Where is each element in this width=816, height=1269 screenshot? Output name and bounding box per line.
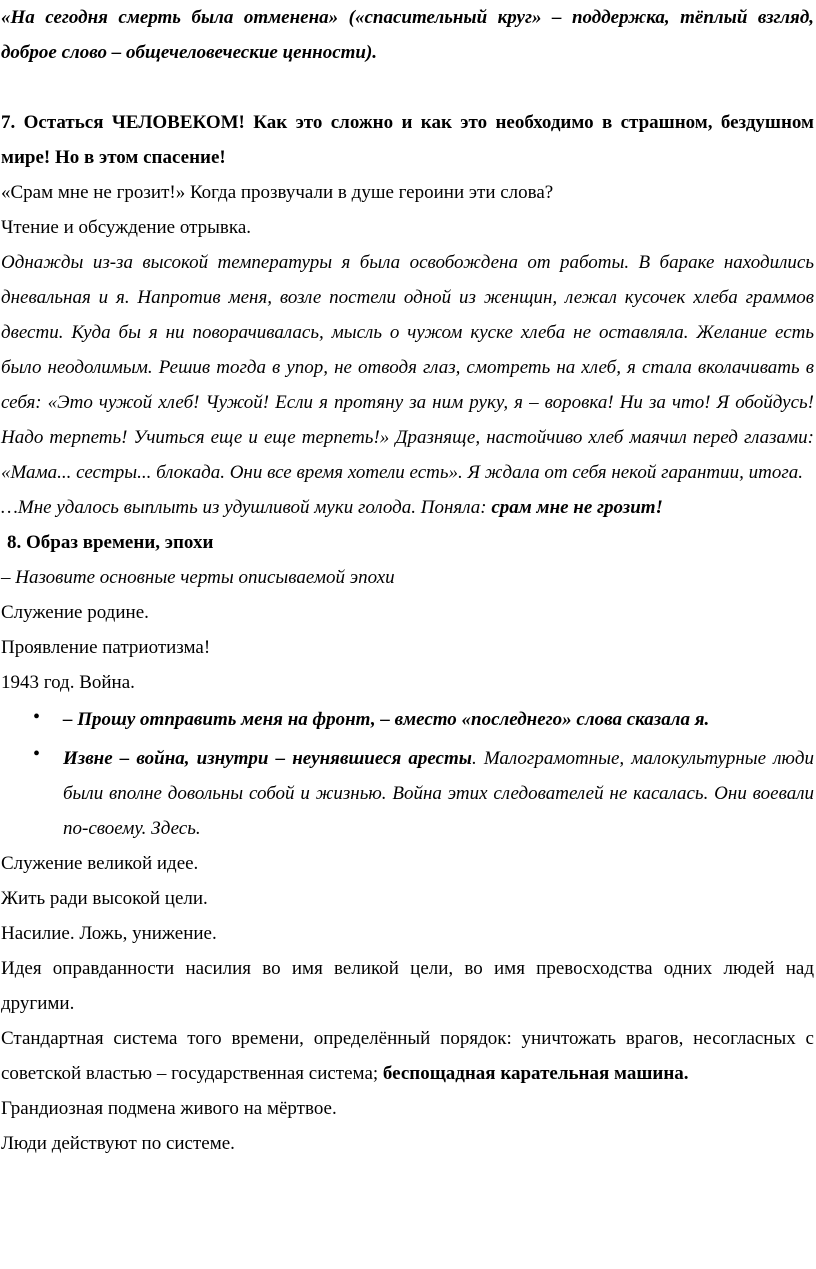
line-justification: Идея оправданности насилия во имя великой цели, во имя превосходства одних людей над другими. (1, 958, 814, 1014)
bullet-front: • – Прошу отправить меня на фронт, – вместо «последнего» слова сказала я. (63, 700, 814, 737)
spacer (1, 70, 814, 105)
section-7-heading: 7. Остаться ЧЕЛОВЕКОМ! Как это сложно и как это необходимо в страшном, бездушном мире! Но в этом спасение! (1, 112, 814, 168)
section-7-quote: Однажды из-за высокой температуры я была освобождена от работы. В бараке находились дневальная и я. Напротив меня, возле постели одной из женщин, лежал кусочек хлеба граммов двести. Куда бы я ни поворачивалась, мысль о чужом куске хлеба не оставляла. Желание есть было неодолимым. Решив тогда в упор, не отводя глаз, смотреть на хлеб, я стала вколачивать в себя: «Это чужой хлеб! Чужой! Если я протяну за ним руку, я – воровка! Ни за что! Я обойдусь! Надо терпеть! Учиться еще и еще терпеть!» Дразняще, настойчиво хлеб маячил перед глазами: «Мама... сестры... блокада. Они все время хотели есть». Я ждала от себя некой гарантии, итога. (1, 252, 814, 483)
section-8-question: – Назовите основные черты описываемой эпохи (1, 567, 395, 588)
section-7-ending (1, 490, 814, 525)
ending-bold: срам мне не грозит! (491, 497, 663, 518)
line-people-system: Люди действуют по системе. (1, 1133, 235, 1154)
line-1943: 1943 год. Война. (1, 672, 135, 693)
line-service-homeland: Служение родине. (1, 602, 149, 623)
paragraph-intro: «На сегодня смерть была отменена» («спасительный круг» – поддержка, тёплый взгляд, доброе слово – общечеловеческие ценности). (1, 7, 814, 63)
ending-text: …Мне удалось выплыть из удушливой муки голода. Поняла: (1, 497, 492, 518)
section-7-question: «Срам мне не грозит!» Когда прозвучали в душе героини эти слова? (1, 182, 554, 203)
section-7-reading: Чтение и обсуждение отрывка. (1, 217, 252, 238)
section-8-heading: 8. Образ времени, эпохи (7, 532, 214, 553)
bullet-war-bold: Извне – война, изнутри – неунявшиеся аресты (63, 748, 472, 769)
bullet-war (63, 737, 814, 846)
line-high-goal: Жить ради высокой цели. (1, 888, 208, 909)
system-bold: беспощадная карательная машина. (382, 1063, 689, 1084)
line-violence: Насилие. Ложь, унижение. (1, 923, 217, 944)
system-text: Стандартная система того времени, определённый порядок: уничтожать врагов, несогласных с советской властью – государственная система; (1, 1028, 814, 1084)
bullet-list (1, 700, 814, 846)
line-great-idea: Служение великой идее. (1, 853, 199, 874)
bullet-war-text: . Малограмотные, малокультурные люди были вполне довольны собой и жизнью. Война этих следователей не касалась. Они воевали по-своему. Здесь. (63, 748, 814, 839)
line-system (1, 1021, 814, 1091)
line-substitution: Грандиозная подмена живого на мёртвое. (1, 1098, 337, 1119)
line-patriotism: Проявление патриотизма! (1, 637, 211, 658)
